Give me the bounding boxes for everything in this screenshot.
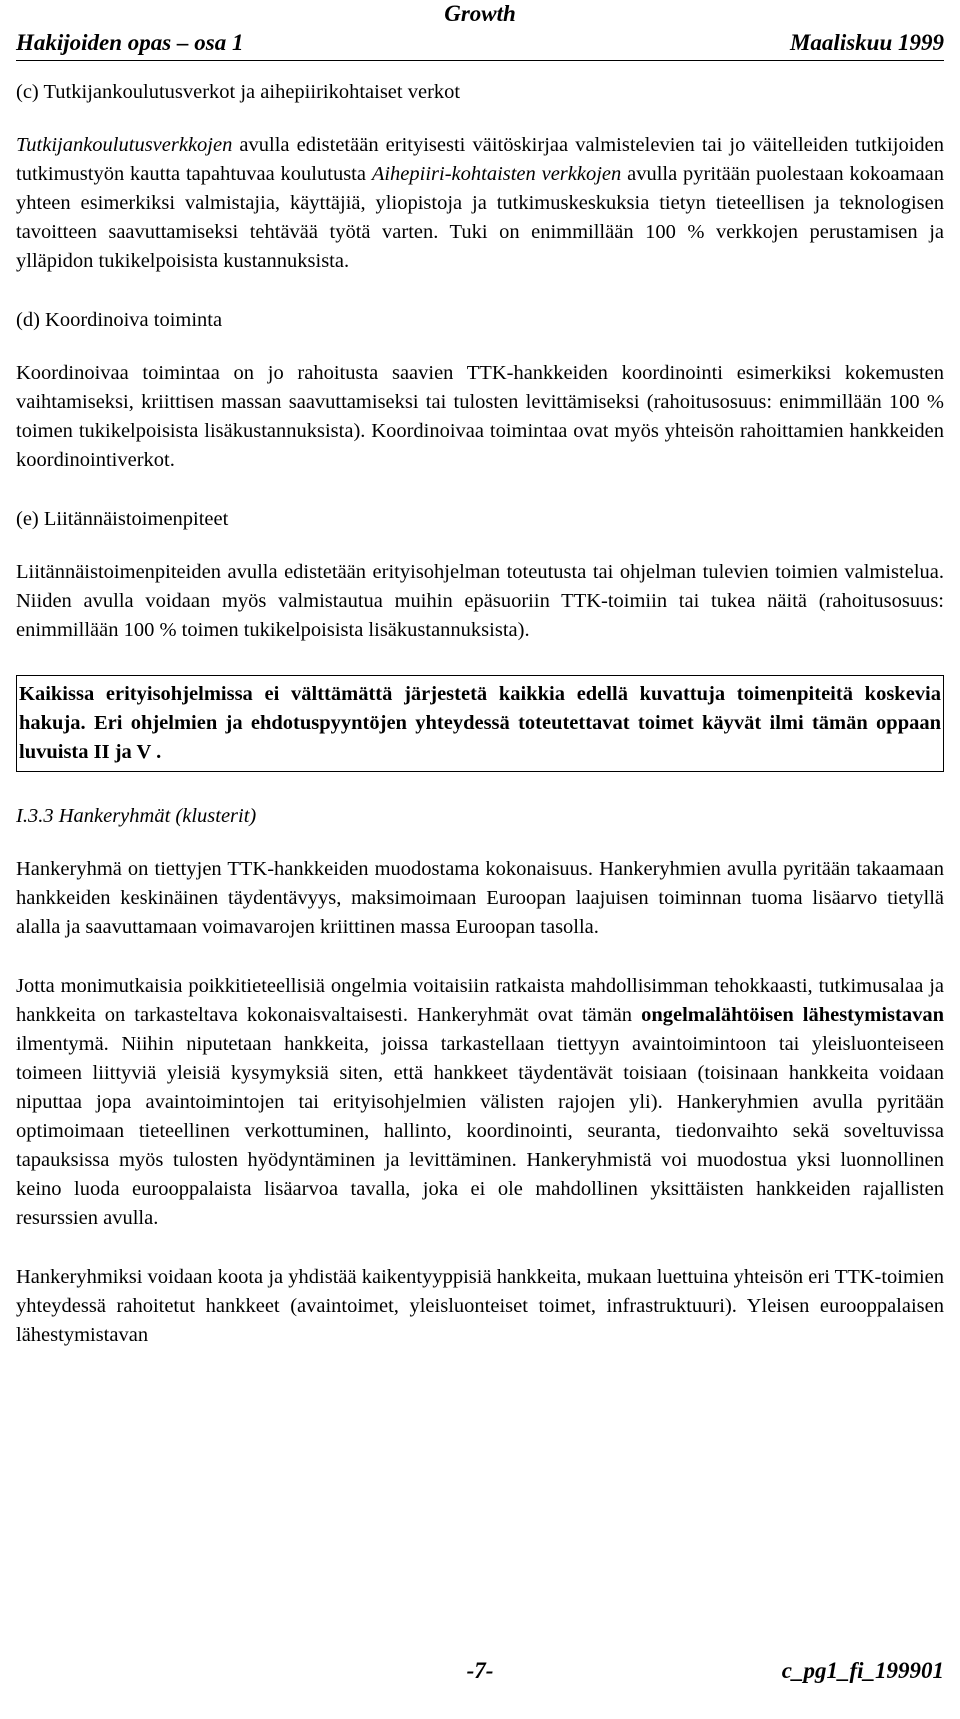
clusters-p2-text-2: ilmentymä. Niihin niputetaan hankkeita, joissa tarkastellaan tiettyyn avaintoimintoon tai yleisluonteiseen toimeen liittyviä yleisiä kysymyksiä siten, että hankkeet täydentävät toisiaan (toisinaan hankkeita voidaan niputtaa jopa avaintoimintojen tai erityisohjelmien välisten rajojen yli). Hankeryhmien avulla pyritään optimoimaan tieteellinen verkottuminen, hallinto, koordinointi, seuranta, tiedonvaihto sekä soveltuvissa tapauksissa myös tulosten hyödyntäminen ja levittäminen. Hankeryhmistä voi muodostua yksi luonnollinen keino luoda eurooppalaista lisäarvoa tavalla, joka ei ole mahdollinen yksittäisten hankkeiden rajallisten resurssien avulla.: [16, 1033, 944, 1229]
clusters-heading: [16, 802, 944, 831]
page-header: [16, 0, 944, 61]
header-guide-title: Hakijoiden opas – osa 1: [16, 30, 244, 55]
clusters-p2-emphasis: ongelmalähtöisen lähestymistavan: [641, 1004, 944, 1026]
section-e-paragraph: Liitännäistoimenpiteiden avulla edistetään erityisohjelman toteutusta tai ohjelman tulevien toimien valmistelua. Niiden avulla voidaan myös valmistautua muihin epäsuoriin TTK-toimiin tai tukea näitä (rahoitusosuus: enimmillään 100 % toimen tukikelpoisista lisäkustannuksista).: [16, 561, 944, 641]
document-body: [16, 78, 944, 1350]
section-d-heading: (d) Koordinoiva toiminta: [16, 309, 223, 331]
section-c-text-2: avulla pyritään puolestaan kokoamaan yhteen esimerkiksi valmistajia, käyttäjiä, yliopistoja ja tutkimuskeskuksia tietyn tieteellisen ja teknologisen tavoitteen saavuttamiseksi tehtävää työtä varten. Tuki on enimmillään 100 % verkkojen perustamisen ja ylläpidon tukikelpoisista kustannuksista.: [16, 163, 944, 272]
page-number: -7-: [466, 1658, 494, 1683]
clusters-paragraph-1: Hankeryhmä on tiettyjen TTK-hankkeiden muodostama kokonaisuus. Hankeryhmien avulla pyritään takaamaan hankkeiden keskinäinen täydentävyys, maksimoimaan Euroopan laajuisen toiminnan tuoma lisäarvo tietyllä alalla ja saavuttamaan voimavarojen kriittinen massa Euroopan tasolla.: [16, 858, 944, 938]
header-program-title: Growth: [444, 1, 516, 26]
section-c-paragraph: [16, 131, 944, 276]
notice-text: Kaikissa erityisohjelmissa ei välttämättä järjestetä kaikkia edellä kuvattuja toimenpiteitä koskevia hakuja. Eri ohjelmien ja ehdotuspyyntöjen yhteydessä toteutettavat toimet käyvät ilmi tämän oppaan luvuista II ja V .: [19, 683, 941, 763]
clusters-paragraph-2: [16, 972, 944, 1233]
term-thematic-networks: Aihepiiri-kohtaisten verkkojen: [371, 163, 622, 185]
page-footer: [16, 1656, 944, 1696]
clusters-heading-text: I.3.3 Hankeryhmät (klusterit): [16, 805, 257, 827]
clusters-paragraph-3: Hankeryhmiksi voidaan koota ja yhdistää kaikentyyppisiä hankkeita, mukaan luettuina yhteisön eri TTK-toimien yhteydessä rahoitetut hankkeet (avaintoimet, yleisluonteiset toimet, infrastruktuuri). Yleisen eurooppalaisen lähestymistavan: [16, 1266, 944, 1346]
notice-box: [16, 675, 944, 772]
section-e-heading: (e) Liitännäistoimenpiteet: [16, 508, 229, 530]
section-d-paragraph: Koordinoivaa toimintaa on jo rahoitusta saavien TTK-hankkeiden koordinointi esimerkiksi kokemusten vaihtamiseksi, kriittisen massan saavuttamiseksi tai tulosten levittämiseksi (rahoitusosuus: enimmillään 100 % toimen tukikelpoisista lisäkustannuksista). Koordinoivaa toimintaa ovat myös yhteisön rahoittamien hankkeiden koordinointiverkot.: [16, 362, 944, 471]
document-code: c_pg1_fi_199901: [781, 1658, 944, 1683]
term-researcher-networks: Tutkijankoulutusverkkojen: [16, 134, 233, 156]
clusters-p2-text-1: Jotta monimutkaisia poikkitieteellisiä ongelmia voitaisiin ratkaista mahdollisimman tehokkaasti, tutkimusalaa ja hankkeita on tarkasteltava kokonaisvaltaisesti. Hankeryhmät ovat tämän: [16, 975, 944, 1026]
header-date: Maaliskuu 1999: [789, 30, 944, 55]
section-c-heading: (c) Tutkijankoulutusverkot ja aihepiirikohtaiset verkot: [16, 81, 461, 103]
section-c-text-1: avulla edistetään erityisesti väitöskirjaa valmistelevien tai jo väitelleiden tutkijoiden tutkimustyön kautta tapahtuvaa koulutusta: [16, 134, 944, 185]
